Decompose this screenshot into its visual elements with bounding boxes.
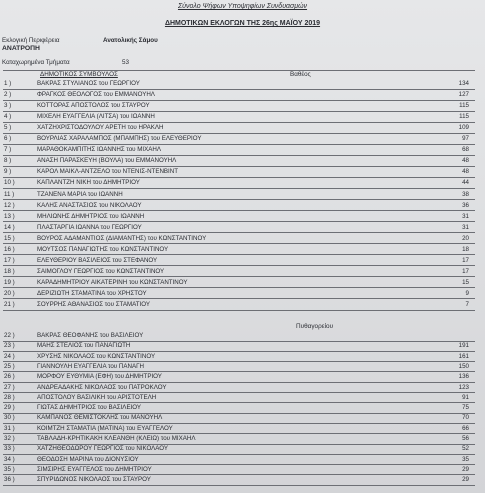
- row-divider: [3, 122, 475, 123]
- candidate-name: ΣΟΥΡΡΗΣ ΑΘΑΝΑΣΙΟΣ του ΣΤΑΜΑΤΙΟΥ: [37, 301, 151, 308]
- row-number: 25 ): [4, 362, 15, 370]
- row-number: 4 ): [4, 113, 12, 121]
- vote-count: 48: [462, 157, 469, 165]
- row-divider: [3, 166, 475, 167]
- row-divider: [3, 254, 475, 255]
- candidate-name: ΤΖΑΝΕΝΑ ΜΑΡΙΑ του ΙΩΑΝΝΗ: [37, 190, 123, 198]
- row-number: 24 ): [4, 352, 15, 360]
- column-header-councillor: ΔΗΜΟΤΙΚΟΣ ΣΥΜΒΟΥΛΟΣ: [40, 71, 118, 78]
- row-number: 7 ): [4, 146, 12, 154]
- candidate-name: ΧΡΥΣΗΣ ΝΙΚΟΛΑΟΣ του ΚΩΝΣΤΑΝΤΙΝΟΥ: [37, 352, 156, 360]
- row-number: 5 ): [4, 124, 12, 132]
- row-number: 8 ): [4, 157, 12, 165]
- candidate-name: ΓΙΩΤΑΣ ΔΗΜΗΤΡΙΟΣ του ΒΑΣΙΛΕΙΟΥ: [37, 404, 142, 412]
- vote-count: 109: [458, 124, 469, 132]
- vote-count: 70: [462, 414, 469, 422]
- vote-count: 29: [462, 476, 469, 484]
- vote-count: 31: [462, 223, 469, 231]
- vote-count: 115: [459, 113, 469, 121]
- candidate-name: ΚΑΛΗΣ ΑΝΑΣΤΑΣΙΟΣ του ΝΙΚΟΛΑΟΥ: [37, 201, 142, 209]
- row-number: 26 ): [4, 373, 15, 381]
- vote-count: 18: [462, 245, 469, 253]
- row-number: 9 ): [4, 168, 12, 176]
- section-name-pythagoreio: Πυθαγορείου: [296, 323, 334, 330]
- row-number: 22 ): [4, 332, 15, 339]
- candidate-name: ΑΠΟΣΤΟΛΟΥ ΒΑΣΙΛΙΚΗ του ΑΡΙΣΤΟΤΕΛΗ: [37, 393, 157, 401]
- row-number: 36 ): [4, 476, 15, 484]
- row-divider: [3, 89, 475, 90]
- sections-value: 53: [122, 59, 130, 66]
- vote-count: 7: [465, 301, 469, 308]
- vote-count: 75: [462, 404, 469, 412]
- document-subtitle: ΔΗΜΟΤΙΚΩΝ ΕΚΛΟΓΩΝ ΤΗΣ 26ης ΜΑΪΟΥ 2019: [164, 20, 321, 27]
- row-number: 13 ): [4, 212, 15, 220]
- vote-count: 161: [458, 352, 469, 360]
- candidate-name: ΚΑΡΟΛ ΜΑΙΚΛ-ΑΝΤΖΕΛΟ του ΝΤΕΝΙΣ-ΝΤΕΝΒΙΝΤ: [37, 168, 179, 176]
- row-divider: [3, 100, 475, 101]
- vote-count: 48: [462, 168, 469, 176]
- row-divider: [3, 177, 475, 178]
- candidate-name: ΚΑΠΛΑΝΤΖΗ ΝΙΚΗ του ΔΗΜΗΤΡΙΟΥ: [37, 179, 140, 187]
- row-divider: [3, 243, 475, 244]
- row-divider: [3, 298, 475, 299]
- candidate-name: ΜΟΡΦΟΥ ΕΥΘΥΜΙΑ (ΕΦΗ) του ΔΗΜΗΤΡΙΟΥ: [37, 373, 162, 381]
- vote-count: 44: [462, 179, 469, 187]
- candidate-name: ΑΝΑΣΗ ΠΑΡΑΣΚΕΥΗ (ΒΟΥΛΑ) του ΕΜΜΑΝΟΥΗΛ: [37, 157, 177, 165]
- row-number: 11 ): [4, 190, 15, 198]
- candidate-name: ΤΑΒΛΑΔΗ-ΚΡΗΤΙΚΑΚΗ ΚΛΕΑΝΘΗ (ΚΛΕΙΩ) του ΜΙΧΑΗΛ: [37, 435, 196, 442]
- row-number: 33 ): [4, 445, 15, 453]
- vote-count: 17: [462, 256, 469, 264]
- vote-count: 191: [458, 342, 469, 350]
- row-divider: [3, 144, 475, 145]
- region-label: Εκλογική Περιφέρεια: [2, 37, 60, 44]
- vote-count: 150: [458, 362, 469, 370]
- candidate-name: ΦΡΑΓΚΟΣ ΘΕΟΛΟΓΟΣ του ΕΜΜΑΝΟΥΗΛ: [37, 91, 155, 99]
- document-title: Σύνολο Ψήφων Υποψηφίων Συνδυασμών: [177, 3, 308, 10]
- row-number: 2 ): [4, 91, 12, 99]
- row-divider: [3, 310, 475, 311]
- row-number: 32 ): [4, 435, 15, 442]
- row-number: 29 ): [4, 404, 15, 412]
- vote-count: 123: [458, 383, 469, 391]
- row-divider: [3, 276, 475, 277]
- row-number: 28 ): [4, 393, 15, 401]
- row-divider: [3, 232, 475, 233]
- vote-count: 134: [458, 80, 469, 87]
- vote-count: 36: [462, 201, 469, 209]
- row-number: 20 ): [4, 289, 15, 297]
- row-number: 15 ): [4, 234, 15, 242]
- row-divider: [3, 111, 475, 112]
- row-number: 18 ): [4, 267, 15, 275]
- vote-count: 97: [462, 135, 469, 143]
- candidate-name: ΜΙΧΕΛΗ ΕΥΑΓΓΕΛΙΑ (ΛΙΤΣΑ) του ΙΩΑΝΝΗ: [37, 113, 155, 121]
- row-number: 6 ): [4, 135, 12, 143]
- section-name-vathy: Βαθέος: [290, 71, 311, 78]
- candidate-name: ΕΛΕΥΘΕΡΙΟΥ ΒΑΣΙΛΕΙΟΣ του ΣΤΕΦΑΝΟΥ: [37, 256, 158, 264]
- candidate-name: ΜΑΗΣ ΣΤΕΛΙΟΣ του ΠΑΝΑΓΙΩΤΗ: [37, 342, 131, 350]
- row-number: 21 ): [4, 301, 15, 308]
- row-divider: [3, 265, 475, 266]
- vote-count: 56: [462, 435, 469, 442]
- vote-count: 9: [465, 289, 469, 297]
- candidate-name: ΘΕΟΔΟΣΗ ΜΑΡΙΝΑ του ΔΙΟΝΥΣΙΟΥ: [37, 455, 139, 463]
- candidate-name: ΧΑΤΖΗΧΡΙΣΤΟΔΟΥΛΟΥ ΑΡΕΤΗ του ΗΡΑΚΛΗ: [37, 124, 164, 132]
- row-divider: [3, 221, 475, 222]
- row-divider: [3, 133, 475, 134]
- row-number: 16 ): [4, 245, 15, 253]
- candidate-name: ΜΟΥΤΣΟΣ ΠΑΝΑΓΙΩΤΗΣ του ΚΩΝΣΤΑΝΤΙΝΟΥ: [37, 245, 169, 253]
- row-divider: [3, 287, 475, 288]
- row-divider: [3, 188, 475, 189]
- candidate-name: ΒΟΥΡΟΣ ΑΔΑΜΑΝΤΙΟΣ (ΔΙΑΜΑΝΤΗΣ) του ΚΩΝΣΤΑΝΤΙΝΟΥ: [37, 234, 207, 242]
- vote-count: 17: [462, 267, 469, 275]
- vote-count: 68: [462, 146, 469, 154]
- row-number: 12 ): [4, 201, 15, 209]
- candidate-name: ΑΝΔΡΕΑΔΑΚΗΣ ΝΙΚΟΛΑΟΣ του ΠΑΤΡΟΚΛΟΥ: [37, 383, 167, 391]
- candidate-name: ΒΑΚΡΑΣ ΣΤΥΛΙΑΝΟΣ του ΓΕΩΡΓΙΟΥ: [37, 80, 140, 87]
- candidate-name: ΣΑΙΜΟΓΛΟΥ ΓΕΩΡΓΙΟΣ του ΚΩΝΣΤΑΝΤΙΝΟΥ: [37, 267, 165, 275]
- vote-count: 91: [462, 393, 469, 401]
- candidate-name: ΓΙΑΝΝΟΥΛΗ ΕΥΑΓΓΕΛΙΑ του ΠΑΝΑΓΗ: [37, 362, 144, 370]
- candidate-name: ΚΟΙΜΤΖΗ ΣΤΑΜΑΤΙΑ (ΜΑΤΙΝΑ) του ΕΥΑΓΓΕΛΟΥ: [37, 424, 173, 432]
- candidate-name: ΒΑΚΡΑΣ ΘΕΟΦΑΝΗΣ του ΒΑΣΙΛΕΙΟΥ: [37, 332, 144, 339]
- row-number: 3 ): [4, 102, 12, 110]
- row-number: 35 ): [4, 465, 15, 473]
- row-divider: [3, 485, 475, 486]
- candidate-name: ΔΕΡΙΖΙΩΤΗ ΣΤΑΜΑΤΙΝΑ του ΧΡΗΣΤΟΥ: [37, 289, 147, 297]
- row-number: 23 ): [4, 342, 15, 350]
- row-divider: [3, 210, 475, 211]
- candidate-name: ΣΠΥΡΙΔΩΝΟΣ ΝΙΚΟΛΑΟΣ του ΣΤΑΥΡΟΥ: [37, 476, 151, 484]
- region-value: Ανατολικής Σάμου: [103, 37, 158, 44]
- vote-count: 115: [459, 102, 469, 110]
- vote-count: 127: [458, 91, 469, 99]
- vote-count: 52: [462, 445, 469, 453]
- candidate-name: ΠΛΑΣΤΑΡΓΙΑ ΙΩΑΝΝΑ του ΓΕΩΡΓΙΟΥ: [37, 223, 142, 231]
- row-number: 34 ): [4, 455, 15, 463]
- vote-count: 20: [462, 234, 469, 242]
- candidate-name: ΣΙΜΣΙΡΗΣ ΕΥΑΓΓΕΛΟΣ του ΔΗΜΗΤΡΙΟΥ: [37, 465, 152, 473]
- candidate-name: ΚΑΜΠΑΝΟΣ ΘΕΜΙΣΤΟΚΛΗΣ του ΜΑΝΟΥΗΛ: [37, 414, 163, 422]
- row-divider: [3, 199, 475, 200]
- row-number: 14 ): [4, 223, 15, 231]
- row-number: 10 ): [4, 179, 15, 187]
- row-number: 19 ): [4, 278, 15, 286]
- vote-count: 66: [462, 424, 469, 432]
- vote-count: 29: [462, 465, 469, 473]
- vote-count: 15: [462, 278, 469, 286]
- row-number: 27 ): [4, 383, 15, 391]
- row-number: 30 ): [4, 414, 15, 422]
- candidate-name: ΚΑΡΑΔΗΜΗΤΡΙΟΥ ΑΙΚΑΤΕΡΙΝΗ του ΚΩΝΣΤΑΝΤΙΝΟΥ: [37, 278, 188, 286]
- vote-count: 136: [458, 373, 469, 381]
- row-number: 31 ): [4, 424, 15, 432]
- candidate-name: ΒΟΥΡΛΙΑΣ ΧΑΡΑΛΑΜΠΟΣ (ΜΠΑΜΠΗΣ) του ΕΛΕΥΘΕΡΙΟΥ: [37, 135, 202, 143]
- row-divider: [3, 155, 475, 156]
- candidate-name: ΜΑΡΑΘΟΚΑΜΠΙΤΗΣ ΙΩΑΝΝΗΣ του ΜΙΧΑΗΛ: [37, 146, 162, 154]
- vote-count: 35: [462, 455, 469, 463]
- row-number: 1 ): [4, 80, 12, 87]
- candidate-name: ΚΟΤΤΟΡΑΣ ΑΠΟΣΤΟΛΟΣ του ΣΤΑΥΡΟΥ: [37, 102, 150, 110]
- combination-name: ΑΝΑΤΡΟΠΗ: [2, 45, 40, 52]
- vote-count: 31: [462, 212, 469, 220]
- candidate-name: ΜΗΛΙΩΝΗΣ ΔΗΜΗΤΡΙΟΣ του ΙΩΑΝΝΗ: [37, 212, 145, 220]
- vote-count: 38: [462, 190, 469, 198]
- candidate-name: ΧΑΤΖΗΘΕΟΔΩΡΟΥ ΓΕΩΡΓΙΟΣ του ΝΙΚΟΛΑΟΥ: [37, 445, 169, 453]
- row-number: 17 ): [4, 256, 15, 264]
- sections-label: Καταχωρημένα Τμήματα: [2, 59, 70, 66]
